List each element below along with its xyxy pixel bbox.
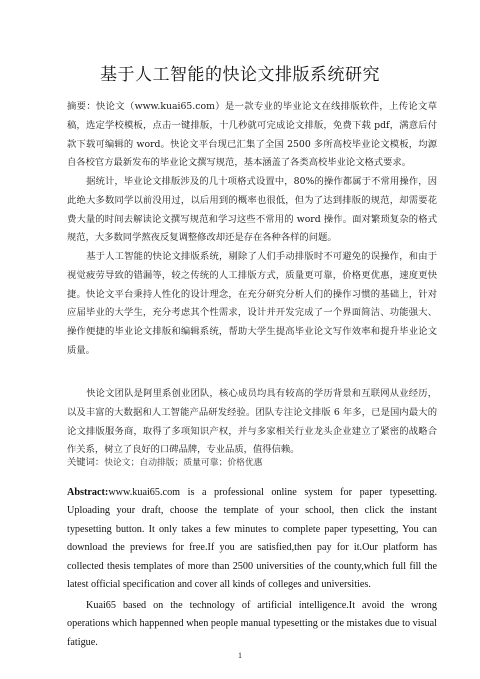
abstract-label: 摘要： (67, 101, 96, 112)
paragraph-4-text: 快论文团队是阿里系创业团队，核心成员均具有较高的学历背景和互联网从业经历，以及丰富的大数据和人工智能产品研发经验。团队专注论文排版 6 年多，已是国内最大的论文排版服务商，取得了多项知识产权，并与多家相关行业龙头企业建立了紧密的战略合作关系，树立了良好的口碑品牌，专业品质，值得信赖。 (67, 388, 437, 456)
body-paragraph-2 (67, 173, 437, 248)
english-paragraph-2-text: Kuai65 based on the technology of artificial intelligence.It avoid the wrong operations which happenned when people manual typesetting or the mistakes due to visual fatigue. (67, 600, 437, 648)
english-abstract-text: www.kuai65.com is a professional online system for paper typesetting. Uploading your draft, choose the template of your school, then click the instant typesetting button. It only takes a few minutes to complete paper typesetting, You can download the previews for free.If you are satisfied,then pay for it.Our platform has collected thesis templates of more than 2500 universities of the county,which full fill the latest official specification and cover all kinds of colleges and universities. (67, 487, 437, 591)
english-abstract-label: Abstract: (67, 487, 109, 498)
paragraph-3-text: 基于人工智能的快论文排版系统，剔除了人们手动排版时不可避免的误操作，和由于视觉疲劳导致的错漏等，较之传统的人工排版方式，质量更可靠，价格更优惠，速度更快捷。快论文平台秉持人性化的设计理念，在充分研究分析人们的操作习惯的基础上，针对应届毕业的大学生，充分考虑其个性需求，设计并开发完成了一个界面简洁、功能强大、操作便捷的毕业论文排版和编辑系统，帮助大学生提高毕业论文写作效率和提升毕业论文质量。 (67, 251, 437, 356)
page-number: 1 (238, 651, 242, 660)
english-paragraph-2 (67, 597, 437, 652)
english-abstract-paragraph (67, 484, 437, 594)
keywords-line (67, 454, 437, 468)
abstract-paragraph (67, 98, 437, 173)
keywords-values: 快论文；自动排版；质量可靠；价格优惠 (104, 458, 263, 468)
paragraph-2-text: 据统计，毕业论文排版涉及的几十项格式设置中，80%的操作都属于不常用操作，因此绝大多数同学以前没用过，以后用到的概率也很低，但为了达到排版的规范，却需要花费大量的时间去解读论文撰写规范和学习这些不常用的 word 操作。面对繁琐复杂的格式规范，大多数同学熬夜反复调整修改却还是存在各种各样的问题。 (67, 176, 437, 244)
document-title: 基于人工智能的快论文排版系统研究 (100, 65, 380, 85)
body-paragraph-4 (67, 385, 437, 460)
keywords-label: 关键词： (67, 457, 105, 468)
body-paragraph-3 (67, 248, 437, 361)
abstract-text: 快论文（www.kuai65.com）是一款专业的毕业论文在线排版软件，上传论文草稿，选定学校模板，点击一键排版，十几秒就可完成论文排版，免费下载 pdf，满意后付款下载可编辑的 word。快论文平台现已汇集了全国 2500 多所高校毕业论文模板，均源自各校官方最新发布的毕业论文撰写规范，基本涵盖了各类高校毕业论文格式要求。 (67, 101, 437, 169)
